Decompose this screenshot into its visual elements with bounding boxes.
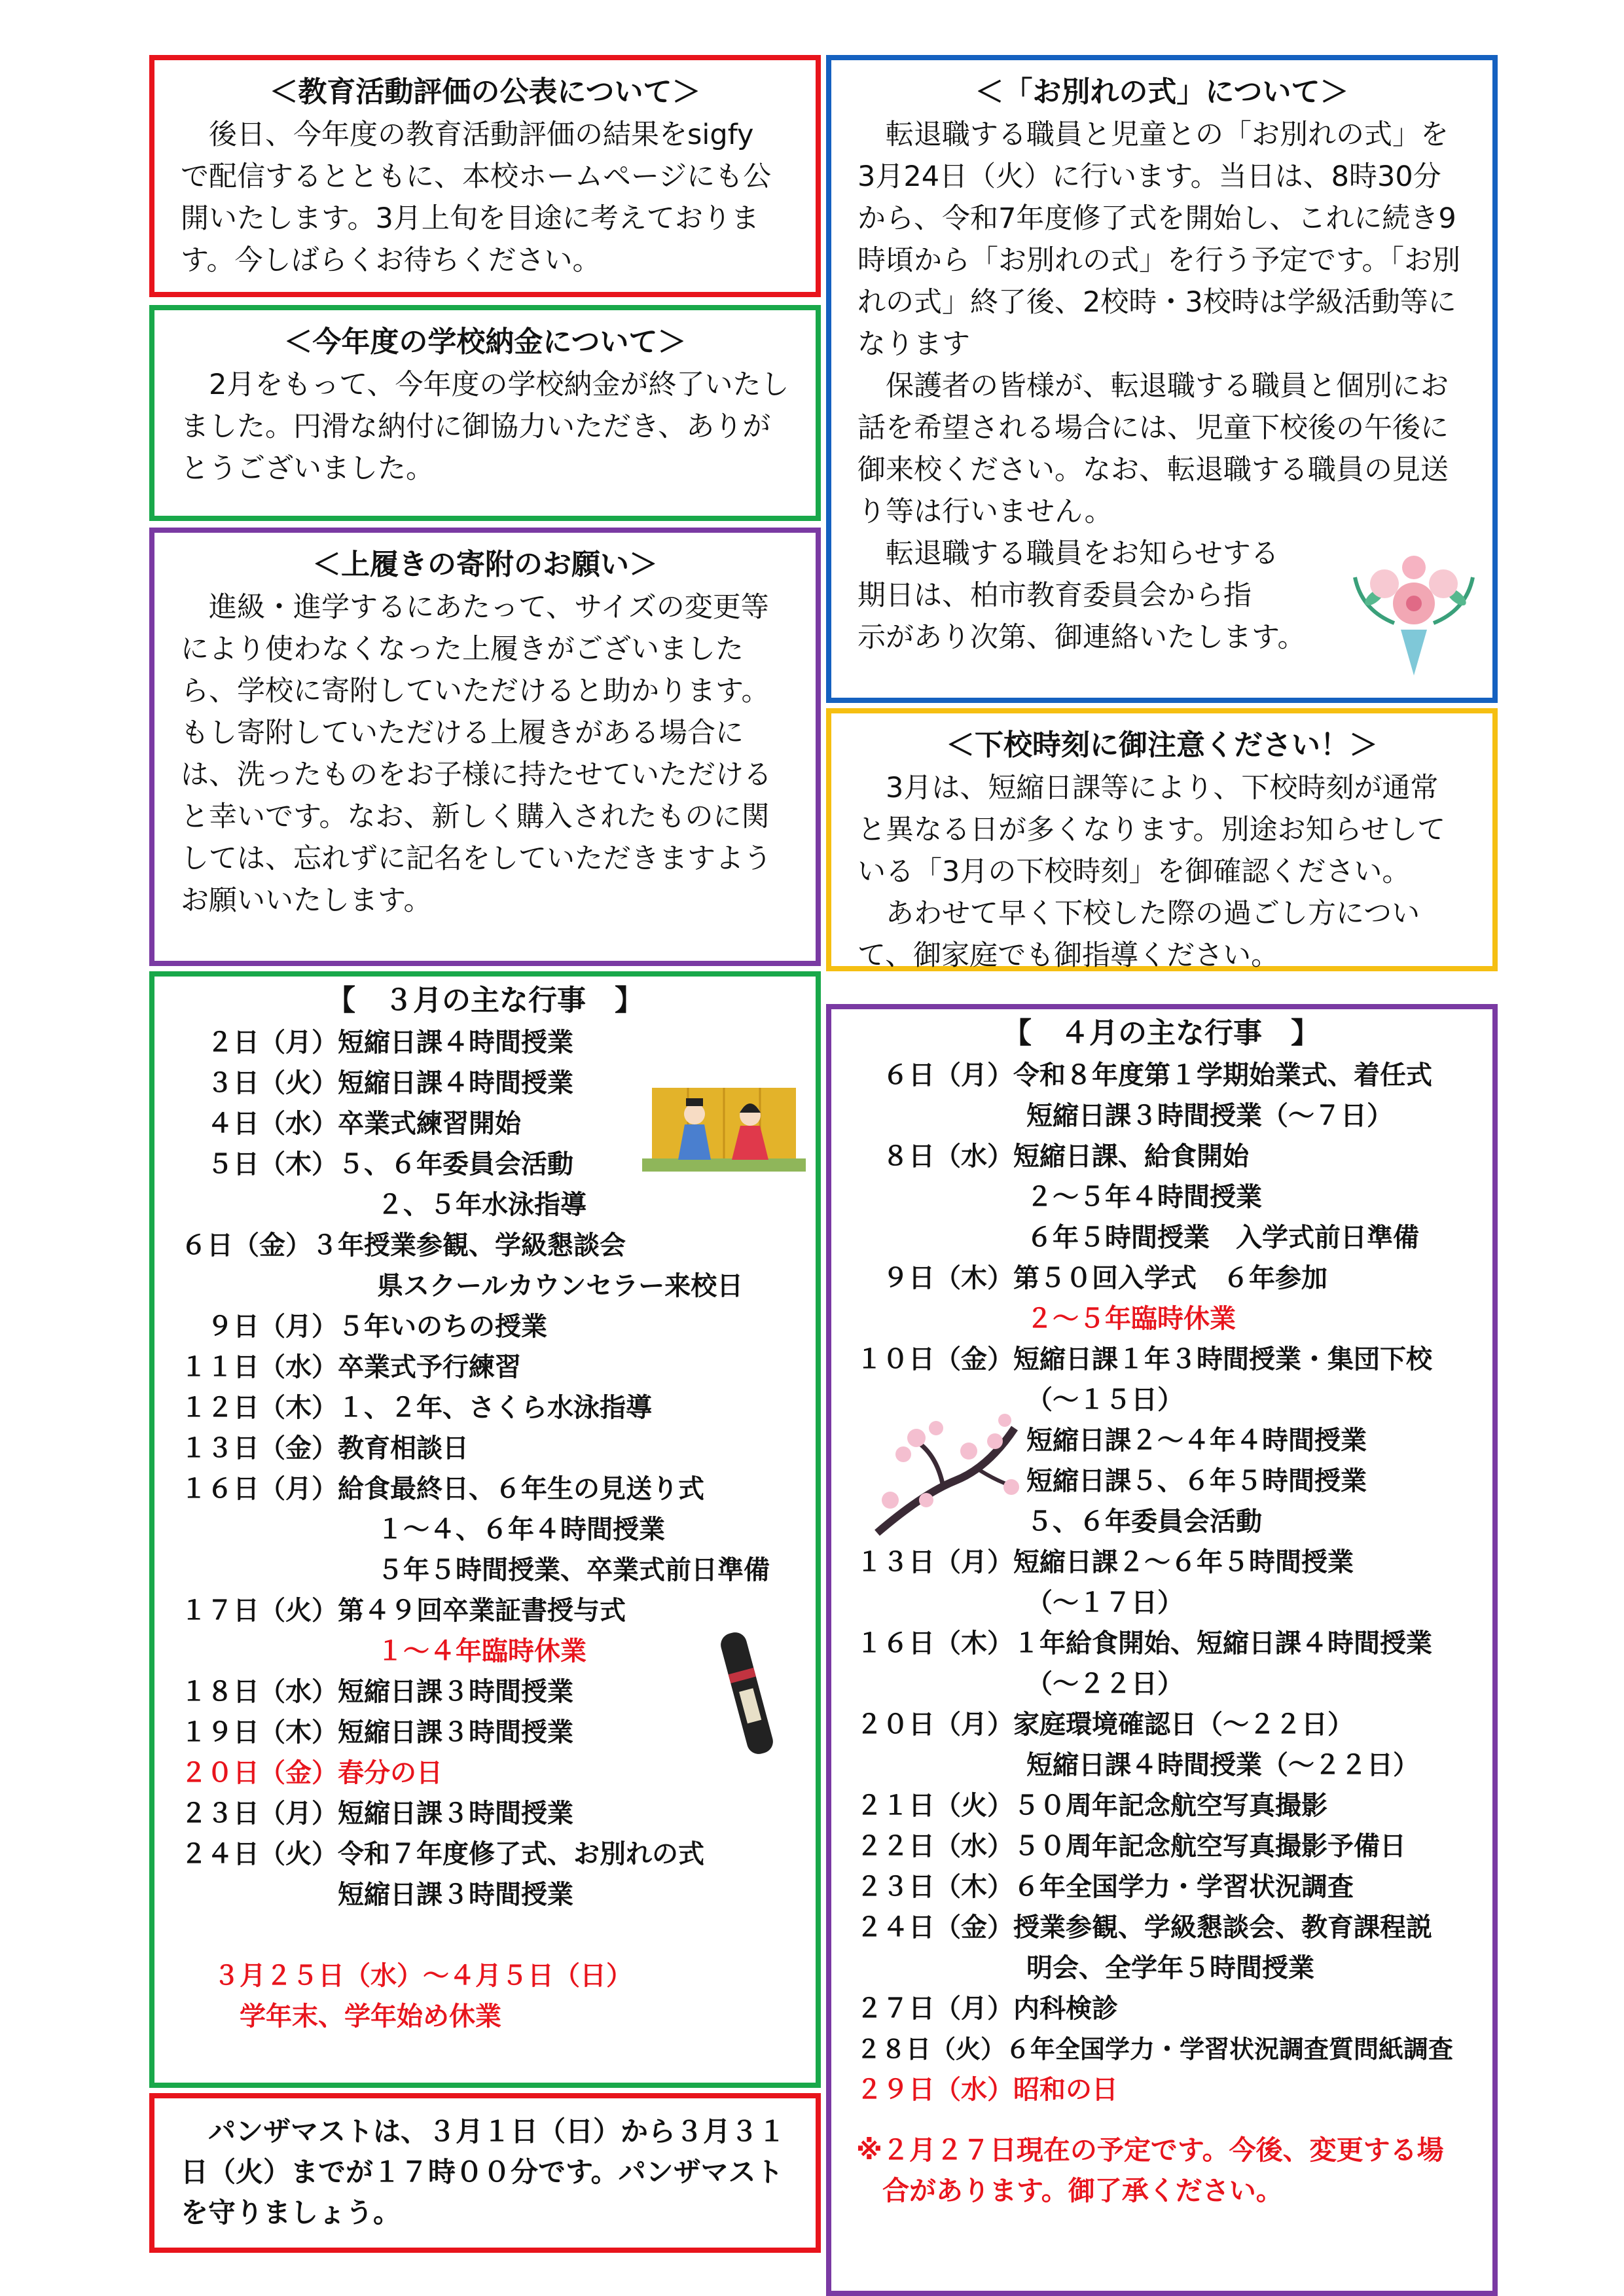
april-event-line: ２３日（木）６年全国学力・学習状況調査 [856, 1872, 1354, 1902]
march-event-line: １～４、６年４時間授業 [377, 1515, 665, 1545]
march-event-line: ２３日（月）短縮日課３時間授業 [181, 1799, 573, 1829]
march-event-line: １９日（木）短縮日課３時間授業 [181, 1717, 573, 1748]
march-event-line: ６日（金）３年授業参観、学級懇談会 [181, 1230, 626, 1261]
march-event-line: １１日（水）卒業式予行練習 [181, 1352, 521, 1382]
march-event-line: 県スクールカウンセラー来校日 [377, 1271, 744, 1301]
shoe-donation-notice [149, 528, 821, 966]
dismissal-paragraph-2: あわせて早く下校した際の過ごし方について、御家庭でも御指導ください。 [857, 897, 1420, 972]
april-event-line: 短縮日課５、６年５時間授業 [1026, 1466, 1367, 1496]
april-event-line: 短縮日課２～４年４時間授業 [1026, 1426, 1367, 1456]
march-event-line: １３日（金）教育相談日 [181, 1433, 469, 1463]
school-fee-body: 2月をもって、今年度の学校納金が終了いたしました。円滑な納付に御協力いただき、ありがとうございました。 [181, 368, 789, 485]
march-event-line: ３日（火）短縮日課４時間授業 [207, 1068, 573, 1098]
april-event-line: 明会、全学年５時間授業 [1026, 1953, 1314, 1983]
spring-break-dates: ３月２５日（水）～４月５日（日） [213, 1961, 632, 1991]
march-event-line: １～４年臨時休業 [377, 1636, 586, 1666]
april-event-line: １０日（金）短縮日課１年３時間授業・集団下校 [856, 1344, 1432, 1374]
dismissal-title: ＜下校時刻に御注意ください！＞ [946, 728, 1378, 762]
farewell-paragraph-3a: 転退職する職員をお知らせする [886, 537, 1279, 570]
dismissal-paragraph-1: 3月は、短縮日課等により、下校時刻が通常と異なる日が多くなります。別途お知らせしている「3月の下校時刻」を御確認ください。 [857, 772, 1446, 888]
april-event-line: （～２２日） [1026, 1669, 1183, 1699]
school-fee-notice [149, 305, 821, 521]
farewell-ceremony-notice [826, 55, 1498, 703]
evaluation-notice [149, 55, 821, 297]
dismissal-time-notice [826, 708, 1498, 971]
march-event-line: ２４日（火）令和７年度修了式、お別れの式 [181, 1839, 704, 1869]
march-event-line: １６日（月）給食最終日、６年生の見送り式 [181, 1474, 704, 1504]
farewell-paragraph-1: 転退職する職員と児童との「お別れの式」を3月24日（火）に行います。当日は、8時30分から、令和7年度修了式を開始し、これに続き9時頃から「お別れの式」を行う予定です。「お別れの式」終了後、2校時・3校時は学級活動等になります [857, 118, 1461, 361]
march-event-line: ５日（木）５、６年委員会活動 [207, 1149, 573, 1179]
april-event-line: ２～５年４時間授業 [1026, 1182, 1262, 1212]
march-event-line: １８日（水）短縮日課３時間授業 [181, 1677, 573, 1707]
april-event-line: ２８日（火）６年全国学力・学習状況調査質問紙調査 [856, 2035, 1454, 2064]
april-event-line: ２９日（水）昭和の日 [856, 2075, 1118, 2105]
pansa-mast-notice [149, 2093, 821, 2253]
farewell-paragraph-3c: 示があり次第、御連絡いたします。 [857, 621, 1306, 654]
march-event-line: ９日（月）５年いのちの授業 [207, 1312, 547, 1342]
spring-break-label: 学年末、学年始め休業 [240, 2001, 501, 2032]
april-event-line: ５、６年委員会活動 [1026, 1507, 1262, 1537]
schedule-disclaimer-line-2: 合があります。御了承ください。 [882, 2175, 1283, 2206]
evaluation-body: 後日、今年度の教育活動評価の結果をsigfy で配信するとともに、本校ホームページにも公開いたします。3月上旬を目途に考えております。今しばらくお待ちください。 [181, 118, 772, 277]
april-event-line: （～１７日） [1026, 1588, 1183, 1618]
hina-dolls-illustration [639, 1081, 809, 1179]
farewell-title: ＜「お別れの式」について＞ [975, 75, 1349, 109]
march-events [149, 971, 821, 2088]
april-event-line: ６日（月）令和８年度第１学期始業式、着任式 [882, 1060, 1432, 1090]
april-event-list [856, 1055, 1466, 2110]
april-event-line: ８日（水）短縮日課、給食開始 [882, 1141, 1249, 1172]
schedule-disclaimer-line-1: ※２月２７日現在の予定です。今後、変更する場 [856, 2134, 1444, 2166]
march-event-line: ２０日（金）春分の日 [181, 1758, 442, 1788]
april-event-line: ２～５年臨時休業 [1026, 1304, 1236, 1334]
plum-blossom-illustration [864, 1402, 1028, 1546]
pansa-mast-body: パンザマストは、３月１日（日）から３月３１日（火）までが１７時００分です。パンザマストを守りましょう。 [181, 2115, 786, 2229]
farewell-paragraph-3b: 期日は、柏市教育委員会から指 [857, 579, 1252, 612]
april-event-line: １３日（月）短縮日課２～６年５時間授業 [856, 1547, 1354, 1577]
march-event-line: ２日（月）短縮日課４時間授業 [207, 1028, 573, 1058]
april-event-line: 短縮日課４時間授業（～２２日） [1026, 1750, 1419, 1780]
april-event-line: ２７日（月）内科検診 [856, 1994, 1118, 2024]
evaluation-title: ＜教育活動評価の公表について＞ [269, 75, 701, 109]
farewell-paragraph-2: 保護者の皆様が、転退職する職員と個別にお話を希望される場合には、児童下校後の午後に御来校ください。なお、転退職する職員の見送り等は行いません。 [857, 370, 1449, 528]
april-events [826, 1004, 1498, 2296]
march-event-line: 短縮日課３時間授業 [338, 1880, 573, 1910]
march-event-line: １７日（火）第４９回卒業証書授与式 [181, 1596, 626, 1626]
march-event-line: ４日（水）卒業式練習開始 [207, 1109, 521, 1139]
march-events-title: 【 ３月の主な行事 】 [327, 984, 643, 1017]
diploma-scroll-illustration [711, 1624, 783, 1762]
school-fee-title: ＜今年度の学校納金について＞ [283, 325, 687, 359]
march-event-line: ２、５年水泳指導 [377, 1190, 586, 1220]
april-event-line: 短縮日課３時間授業（～７日） [1026, 1101, 1393, 1131]
april-event-line: ９日（木）第５０回入学式 ６年参加 [882, 1263, 1327, 1293]
april-event-line: ２０日（月）家庭環境確認日（～２２日） [856, 1710, 1354, 1740]
march-event-line: １２日（木）１、２年、さくら水泳指導 [181, 1393, 652, 1423]
april-event-line: ６年５時間授業 入学式前日準備 [1026, 1223, 1419, 1253]
shoe-donation-title: ＜上履きの寄附のお願い＞ [312, 548, 658, 581]
april-event-line: ２４日（金）授業参観、学級懇談会、教育課程説 [856, 1912, 1432, 1943]
april-events-title: 【 ４月の主な行事 】 [1003, 1016, 1320, 1050]
april-event-line: １６日（木）１年給食開始、短縮日課４時間授業 [856, 1628, 1432, 1659]
shoe-donation-body: 進級・進学するにあたって、サイズの変更等により使わなくなった上履きがございましたら、学校に寄附していただけると助かります。もし寄附していただける上履きがある場合には、洗ったものをお子様に持たせていただけると幸いです。なお、新しく購入されたものに関しては、忘れずに記名をしていただきますようお願いいたします。 [181, 591, 772, 917]
april-event-line: （～１５日） [1026, 1385, 1183, 1415]
april-event-line: ２１日（火）５０周年記念航空写真撮影 [856, 1791, 1327, 1821]
april-event-line: ２２日（水）５０周年記念航空写真撮影予備日 [856, 1831, 1406, 1861]
flower-bouquet-illustration [1348, 538, 1479, 689]
march-event-line: ５年５時間授業、卒業式前日準備 [377, 1555, 770, 1585]
